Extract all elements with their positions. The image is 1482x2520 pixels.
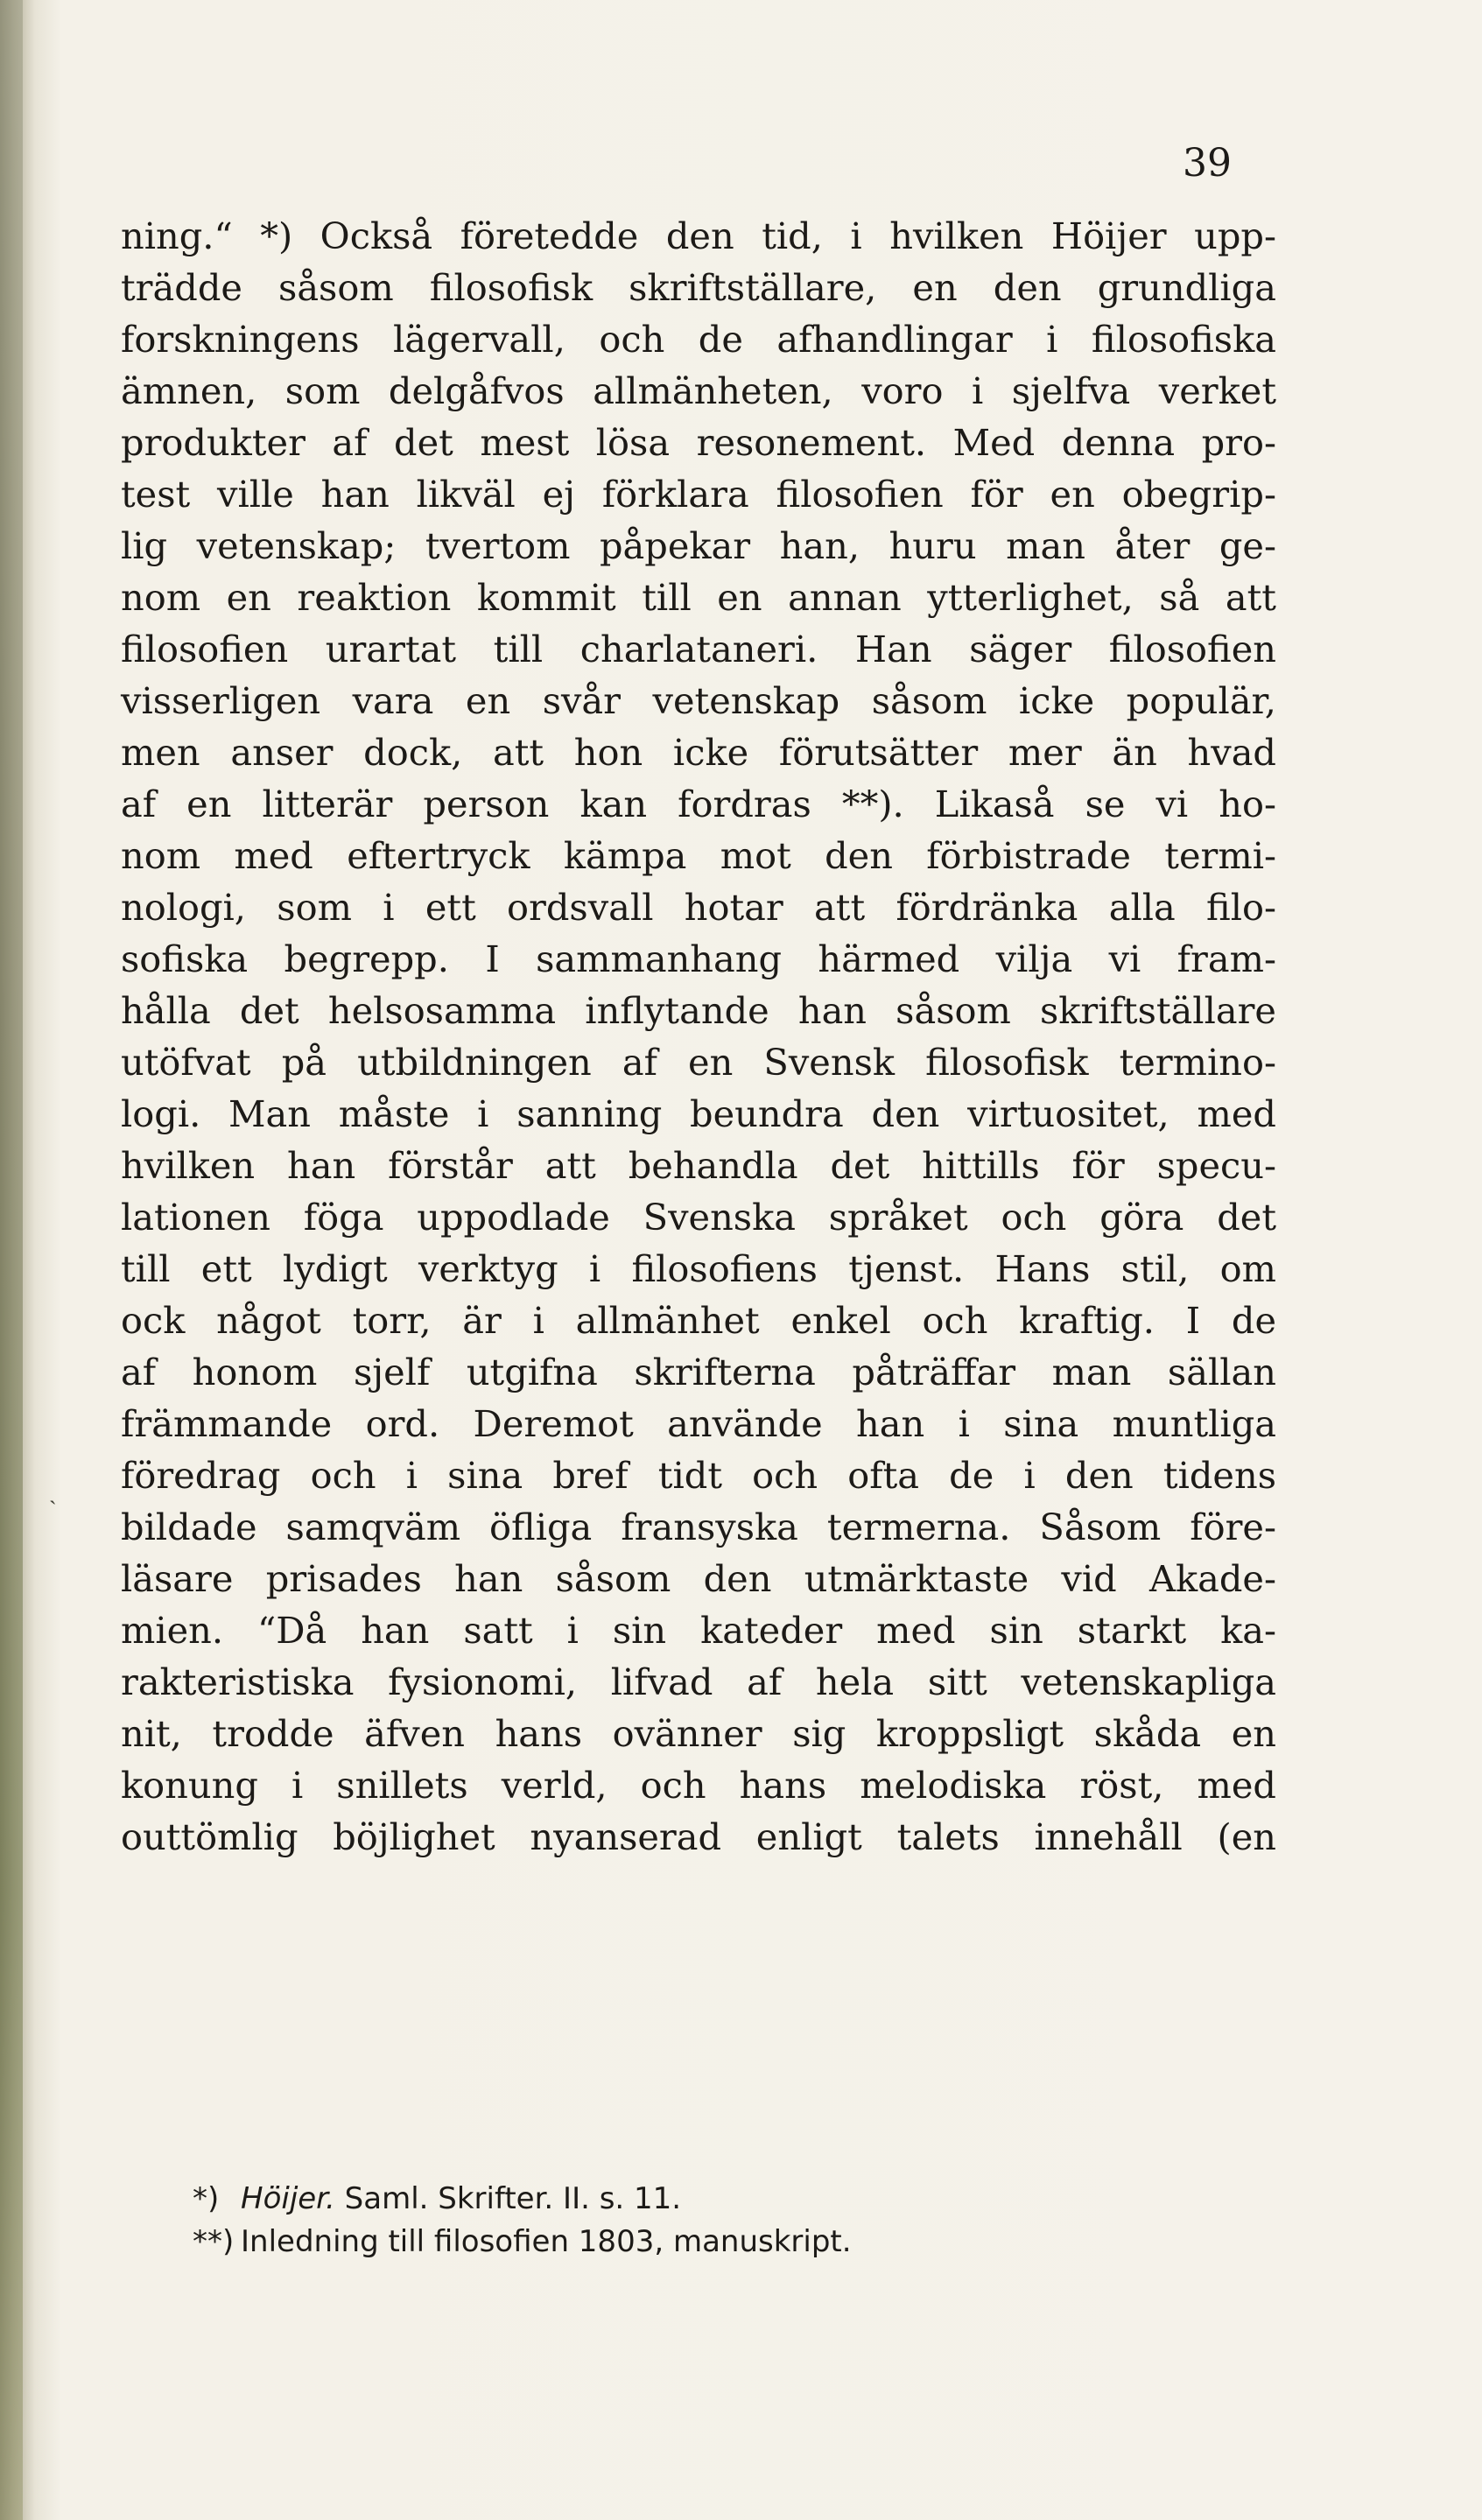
footnote-author: Höijer. — [241, 2181, 335, 2216]
footnote-text: Inledning till filosofien 1803, manuskript. — [241, 2224, 852, 2259]
text-line: test ville han likväl ej förklara filosofien för en obegrip- — [121, 473, 1276, 516]
text-line: logi. Man måste i sanning beundra den virtuositet, med — [121, 1092, 1276, 1135]
text-line: nologi, som i ett ordsvall hotar att fördränka alla filo- — [121, 886, 1276, 929]
text-line: forskningens lägervall, och de afhandlingar i filosofiska — [121, 318, 1276, 361]
text-line: af en litterär person kan fordras **). Likaså se vi ho- — [121, 783, 1276, 825]
text-line: trädde såsom filosofisk skriftställare, en den grundliga — [121, 266, 1276, 309]
page-number: 39 — [1183, 141, 1232, 186]
text-line: konung i snillets verld, och hans melodiska röst, med — [121, 1764, 1276, 1807]
text-line: rakteristiska fysionomi, lifvad af hela sitt vetenskapliga — [121, 1660, 1276, 1703]
text-line: lationen föga uppodlade Svenska språket och göra det — [121, 1196, 1276, 1239]
footnote-1 — [193, 2178, 1155, 2221]
body-text — [121, 210, 1276, 1863]
text-line: främmande ord. Deremot använde han i sina muntliga — [121, 1402, 1276, 1445]
text-line: mien. “Då han satt i sin kateder med sin starkt ka- — [121, 1609, 1276, 1652]
margin-mark: ˎ — [49, 1479, 57, 1506]
text-line: bildade samqväm öfliga fransyska termerna. Såsom före- — [121, 1506, 1276, 1548]
text-line: filosofien urartat till charlataneri. Han säger filosofien — [121, 628, 1276, 670]
text-line: till ett lydigt verktyg i filosofiens tjenst. Hans stil, om — [121, 1247, 1276, 1290]
text-line: lig vetenskap; tvertom påpekar han, huru man åter ge- — [121, 524, 1276, 567]
footnote-mark: *) — [193, 2181, 220, 2216]
footnote-2 — [193, 2221, 1155, 2264]
footnote-text: Saml. Skrifter. II. s. 11. — [334, 2181, 682, 2216]
footnote-mark: **) — [193, 2224, 235, 2259]
footnotes — [193, 2178, 1155, 2264]
text-line: läsare prisades han såsom den utmärktaste vid Akade- — [121, 1557, 1276, 1600]
text-line: sofiska begrepp. I sammanhang härmed vilja vi fram- — [121, 937, 1276, 980]
text-line: ock något torr, är i allmänhet enkel och kraftig. I de — [121, 1299, 1276, 1342]
text-line: hvilken han förstår att behandla det hittills för specu- — [121, 1144, 1276, 1187]
text-line: outtömlig böjlighet nyanserad enligt talets innehåll (en — [121, 1815, 1276, 1858]
text-line: men anser dock, att hon icke förutsätter mer än hvad — [121, 731, 1276, 774]
text-line: visserligen vara en svår vetenskap såsom icke populär, — [121, 679, 1276, 722]
text-line: ning.“ *) Också företedde den tid, i hvilken Höijer upp- — [121, 214, 1276, 257]
text-line: nit, trodde äfven hans ovänner sig kroppsligt skåda en — [121, 1712, 1276, 1755]
text-line: föredrag och i sina bref tidt och ofta de i den tidens — [121, 1454, 1276, 1497]
text-line: produkter af det mest lösa resonement. Med denna pro- — [121, 421, 1276, 464]
text-line: hålla det helsosamma inflytande han såsom skriftställare — [121, 989, 1276, 1032]
text-line: utöfvat på utbildningen af en Svensk filosofisk termino- — [121, 1041, 1276, 1084]
binding-shadow — [0, 0, 23, 2520]
text-line: nom med eftertryck kämpa mot den förbistrade termi- — [121, 834, 1276, 877]
text-line: ämnen, som delgåfvos allmänheten, voro i sjelfva verket — [121, 369, 1276, 412]
text-line: nom en reaktion kommit till en annan ytterlighet, så att — [121, 576, 1276, 619]
text-line: af honom sjelf utgifna skrifterna påträffar man sällan — [121, 1351, 1276, 1393]
